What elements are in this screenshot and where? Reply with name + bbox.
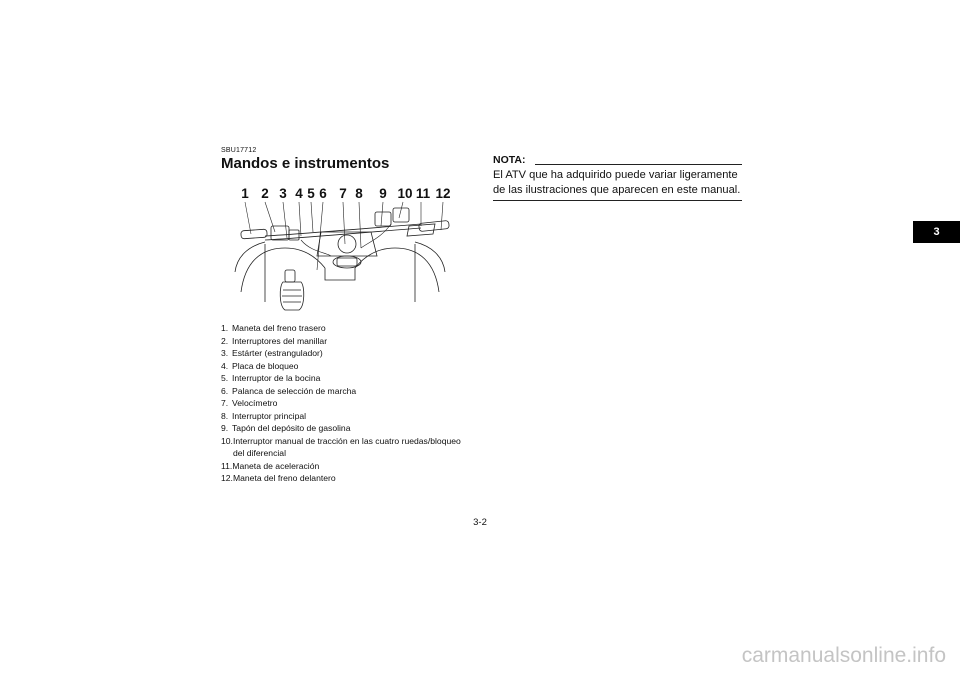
page-number: 3-2 [473, 517, 487, 528]
note-rule-top [535, 164, 742, 165]
callout-1: 1 [241, 186, 249, 201]
callout-10: 10 [397, 186, 413, 201]
legend-item: 5. Interruptor de la bocina [221, 373, 321, 383]
legend-item: 6. Palanca de selección de marcha [221, 385, 357, 396]
legend-item: 2. Interruptores del manillar [221, 335, 328, 346]
callout-9: 9 [379, 186, 387, 201]
callout-5: 5 [307, 186, 315, 201]
callout-7: 7 [339, 186, 347, 201]
callout-11: 11 [415, 186, 431, 201]
legend-item: 12. Maneta del freno delantero [221, 473, 336, 483]
figure-legend [221, 322, 461, 485]
callout-4: 4 [295, 186, 303, 201]
legend-item: 1. Maneta del freno trasero [221, 323, 326, 333]
section-title: Mandos e instrumentos [221, 155, 390, 172]
legend-item: 8. Interruptor principal [221, 410, 307, 421]
legend-item: 9. Tapón del depósito de gasolina [221, 423, 351, 433]
chapter-tab: 3 [913, 221, 960, 243]
note-rule-bottom [493, 200, 742, 201]
callout-8: 8 [355, 186, 363, 201]
legend-item: 3. Estárter (estrangulador) [221, 348, 323, 358]
figure-callouts [221, 186, 459, 204]
leader-lines [245, 202, 443, 270]
section-code: SBU17712 [221, 147, 257, 154]
legend-item: 7. Velocímetro [221, 398, 278, 408]
legend-item: 10. Interruptor manual de tracción en las cuatro ruedas/bloqueo del diferencial [221, 435, 461, 458]
callout-2: 2 [261, 186, 269, 201]
watermark: carmanualsonline.info [741, 644, 946, 667]
legend-item: 4. Placa de bloqueo [221, 360, 299, 371]
note-label: NOTA: [493, 154, 526, 166]
callout-6: 6 [319, 186, 327, 201]
callout-12: 12 [435, 186, 451, 201]
callout-3: 3 [279, 186, 287, 201]
note-text: El ATV que ha adquirido puede variar ligeramente de las ilustraciones que aparecen en este manual. [493, 169, 741, 196]
legend-item: 11. Maneta de aceleración [221, 460, 320, 471]
